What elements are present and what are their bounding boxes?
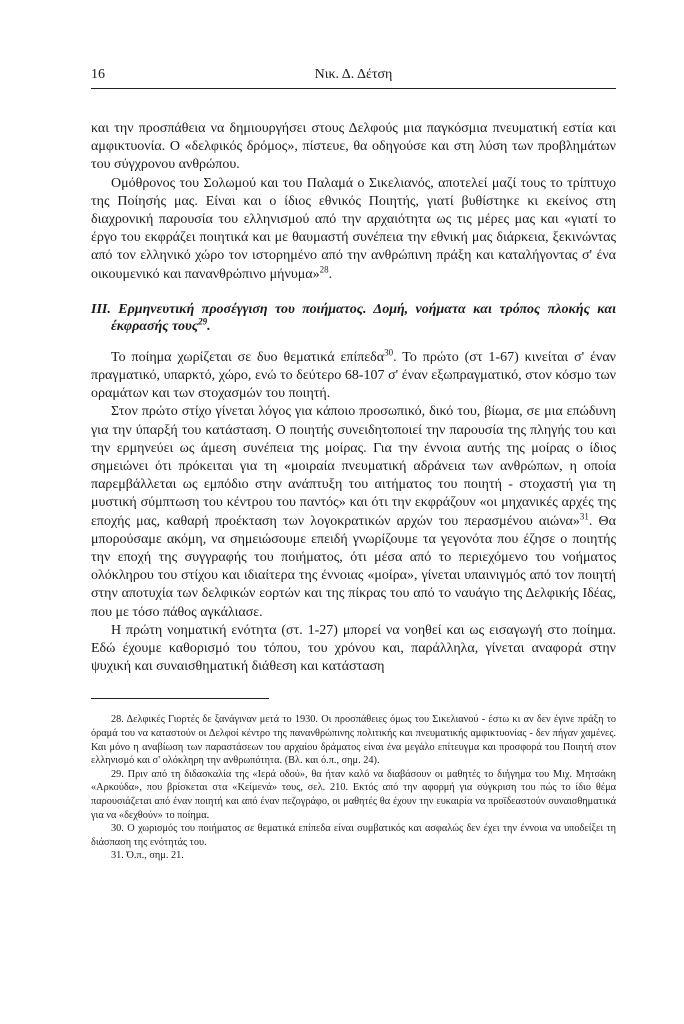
paragraph-text: Ομόθρονος του Σολωμού και του Παλαμά ο Σικελιανός, αποτελεί μαζί τους το τρίπτυχο της Ποίησής μας. Είναι και ο ίδιος εθνικός Ποιητής, γιατί βυθίστηκε κι εκείνος στη διαχρονική παρουσία του ελληνισμού από την αρχαιότητα ως τις μέρες μας και «γιατί το έργο του εκφράζει ποιητικά και με θαυμαστή συνέπεια την εθνική μας διάρκεια, ξεκινώντας από τον ελληνικό χώρο τον ιστορημένο από την ανθρώπινη πράξη και καταλήγοντας σ' ένα οικουμενικό και πανανθρώπινο μήνυμα» [91,175,616,282]
paragraph [91,403,616,621]
footnotes [91,713,616,863]
paragraph-text: Στον πρώτο στίχο γίνεται λόγος για κάποιο προσωπικό, δικό του, βίωμα, σε μια επώδυνη για την ύπαρξή του κατάσταση. Ο ποιητής συνειδητοποιεί την παρουσία της πληγής του και την ερμηνεύει ως άμεση συνέπεια της μοίρας. Για την έννοια αυτής της μοίρας ο ίδιος σημειώνει ότι πρόκειται για τη «μοιραία πνευματική αδράνεια των ανθρώπων, η οποία παρεμβάλλεται ως εμπόδιο στην ανάπτυξη του αιτήματος του ποιητή - στοχαστή για τη μυστική σύμπτωση του κέντρου του παντός» και ότι την εκφράζουν «οι μηχανικές αρχές της εποχής μας, καθαρή προέκταση των λογοκρατικών αρχών του περασμένου αιώνα» [91,404,616,529]
paragraph-text: Το ποίημα χωρίζεται σε δυο θεματικά επίπεδα [111,349,385,365]
section-title: Ερμηνευτική προσέγγιση του ποιήματος. Δομή, νοήματα και τρόπος πλοκής και έκφρασής τους [111,301,616,334]
footnote: 30. Ο χωρισμός του ποιήματος σε θεματικά επίπεδα είναι συμβατικός και ασφαλώς δεν έχει την έννοια να υποδείξει τη διάσπαση της ενότητάς του. [91,823,616,848]
paragraph: και την προσπάθεια να δημιουργήσει στους Δελφούς μια παγκόσμια πνευματική εστία και αμφικτυονία. Ο «δελφικός δρόμος», πίστευε, θα οδηγούσε και στη λύση των προβλημάτων του σύγχρονου ανθρώπου. [91,121,616,173]
section-heading [91,301,616,335]
footnote: 29. Πριν από τη διδασκαλία της «Ιερά οδού», θα ήταν καλό να διαβάσουν οι μαθητές το διήγημα του Μιχ. Μητσάκη «Αρκούδα», που βρίσκεται στα «Κείμενά» τους, σελ. 210. Εκτός από την αφορμή για σύγκριση του πώς το ίδιο θέμα παρουσιάζεται από έναν ποιητή και από έναν πεζογράφο, οι μαθητές θα έχουν την ευκαιρία να προϊδεαστούν συναισθηματικά για να «δεχθούν» το ποίημα. [91,768,616,821]
paragraph [91,349,616,404]
paragraph-end: . [328,266,333,282]
footnote-ref: 29 [198,316,208,327]
section-end: . [207,318,211,334]
section-number: III. [91,301,111,317]
body-text [91,120,616,676]
paragraph-text: . Θα μπορούσαμε ακόμη, να σημειώσουμε επειδή γνωρίζουμε τα γεγονότα που έζησε ο ποιητής την εποχή της συγγραφής του ποιήματος, ότι μέσα από το περιεχόμενο του νοήματος ολόκληρου του στίχου και ιδιαίτερα της έννοιας «μοίρα», γίνεται υπαινιγμός από τον ποιητή στην αποτυχία των δελφικών εορτών και της πίκρας του από το ναυάγιο της Δελφικής Ιδέας, που με τόσο πάθος αγκάλιασε. [91,513,616,620]
running-title: Νικ. Δ. Δέτση [314,67,393,82]
footnote: 28. Δελφικές Γιορτές δε ξανάγιναν μετά το 1930. Οι προσπάθειες όμως του Σικελιανού - έστω κι αν δεν έγινε πράξη το όραμά του να καταστούν οι Δελφοί κέντρο της πανανθρώπινης πολιτικής και πνευματικής αμφικτυονίας - δεν πήγαν χαμένες. Και μόνο η αναβίωση των παραστάσεων του αρχαίου δράματος είναι ένα μεγάλο επίτευγμα και προσφορά του Ποιητή στον ελληνισμό και σ' ολόκληρη την ανθρωπότητα. (Βλ. και ό.π., σημ. 24). [91,714,616,767]
page-header: 16 Νικ. Δ. Δέτση [91,66,616,89]
footnote-ref: 31 [579,511,589,521]
paragraph: Η πρώτη νοηματική ενότητα (στ. 1-27) μπορεί να νοηθεί και ως εισαγωγή στο ποίημα. Εδώ έχουμε καθορισμό του τόπου, του χρόνου και, παράλληλα, γίνεται αναφορά στην ψυχική και συναισθηματική διάθεση και κατάσταση [91,622,616,675]
paragraph [91,175,616,284]
footnote-ref: 30 [384,347,394,358]
paragraph-text: . Το πρώτο (στ 1-67) κινείται σ' έναν πραγματικό, υπαρκτό, χώρο, ενώ το δεύτερο 68-107 σ' έναν εξωπραγματικό, στον κόσμο των οραμάτων και των στοχασμών του ποιητή. [91,349,617,402]
footnote-ref: 28 [319,263,329,274]
footnote: 31. Ό.π., σημ. 21. [111,850,184,862]
page [91,66,616,863]
footnote-divider [91,698,269,699]
